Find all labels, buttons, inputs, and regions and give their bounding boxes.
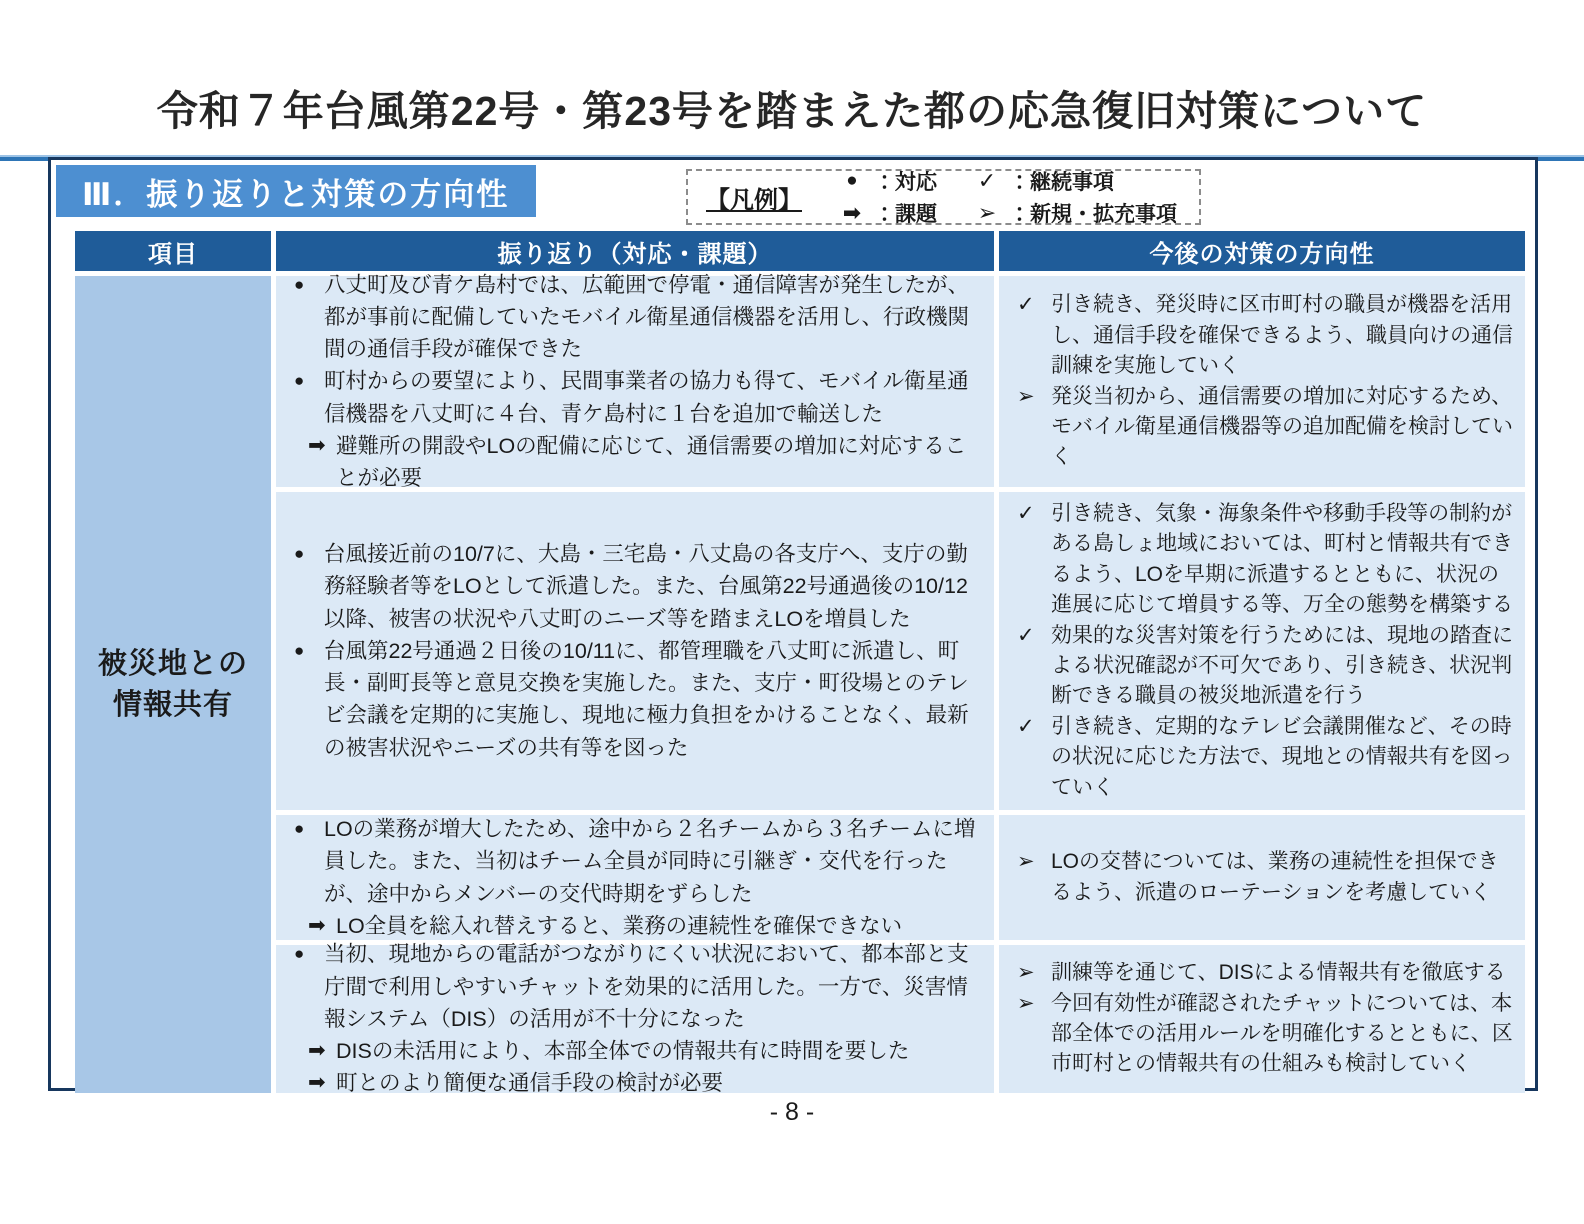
direction-cell-row2 (999, 492, 1525, 810)
arrowhead-icon: ➢ (1017, 961, 1035, 985)
issue-item (308, 430, 978, 495)
review-item (294, 269, 978, 366)
review-text: 当初、現地からの電話がつながりにくい状況において、都本部と支庁間で利用しやすいチャットを効果的に活用した。一方で、災害情報システム（DIS）の活用が不十分になった (324, 942, 969, 1031)
review-cell-row1 (276, 272, 994, 491)
arrowhead-icon: ➢ (977, 200, 997, 225)
legend-item-shinki (965, 198, 1177, 228)
review-cell-row4 (276, 942, 994, 1096)
col-header-review: 振り返り（対応・課題） (276, 231, 994, 271)
arrow-icon: ➡ (308, 433, 326, 457)
direction-text: 今回有効性が確認されたチャットについては、本部全体での活用ルールを明確化するとともに、区市町村との情報共有の仕組みも検討していく (1051, 991, 1513, 1076)
direction-text: 引き続き、気象・海象条件や移動手段等の制約がある島しょ地域においては、町村と情報共有できるよう、LOを早期に派遣するとともに、状況の進展に応じて増員する等、万全の態勢を構築する (1051, 501, 1513, 617)
bullet-icon: ● (294, 819, 305, 838)
legend-column-1 (830, 166, 937, 228)
issue-item (308, 1067, 978, 1099)
legend-item-keizoku (965, 166, 1177, 196)
legend-item-kadai (830, 198, 937, 228)
bullet-icon: ● (846, 170, 858, 191)
direction-text: 引き続き、発災時に区市町村の職員が機器を活用し、通信手段を確保できるよう、職員向けの通信訓練を実施していく (1051, 293, 1513, 378)
review-item (294, 635, 978, 764)
legend-label: ：新規・拡充事項 (1009, 203, 1177, 226)
section-heading: Ⅲ．振り返りと対策の方向性 (56, 165, 536, 217)
review-text: 台風接近前の10/7に、大島・三宅島・八丈島の各支庁へ、支庁の勤務経験者等をLOとして派遣した。また、台風第22号通過後の10/12以降、被害の状況や八丈町のニーズ等を踏まえLOを増員した (324, 542, 968, 631)
direction-text: 発災当初から、通信需要の増加に対応するため、モバイル衛星通信機器等の追加配備を検討していく (1051, 384, 1513, 469)
category-cell (75, 276, 271, 1093)
direction-cell-row4 (999, 945, 1525, 1093)
review-item (294, 365, 978, 430)
issue-text: DISの未活用により、本部全体での情報共有に時間を要した (336, 1039, 910, 1064)
check-icon: ✓ (1017, 293, 1035, 317)
bullet-icon: ● (294, 544, 305, 564)
legend-label: ：対応 (874, 171, 937, 194)
direction-cell-row1 (999, 276, 1525, 487)
review-table (75, 231, 1523, 1096)
direction-text: 引き続き、定期的なテレビ会議開催など、その時の状況に応じた方法で、現地との情報共有を図っていく (1051, 714, 1513, 799)
arrow-icon: ➡ (308, 1071, 326, 1095)
direction-text: LOの交替については、業務の連続性を担保できるよう、派遣のローテーションを考慮していく (1051, 850, 1499, 904)
check-icon: ✓ (1017, 501, 1035, 525)
direction-item (1017, 382, 1513, 473)
arrow-icon: ➡ (842, 200, 862, 225)
issue-text: 避難所の開設やLOの配備に応じて、通信需要の増加に対応することが必要 (336, 433, 967, 491)
legend-title: 【凡例】 (706, 186, 802, 214)
arrowhead-icon: ➢ (1017, 384, 1035, 408)
category-line2: 情報共有 (112, 688, 233, 721)
bullet-icon: ● (294, 274, 305, 294)
direction-text: 効果的な災害対策を行うためには、現地の踏査による状況確認が不可欠であり、引き続き、状況判断できる職員の被災地派遣を行う (1051, 623, 1513, 708)
bullet-icon: ● (294, 371, 305, 391)
direction-item (1017, 290, 1513, 381)
arrowhead-icon: ➢ (1017, 850, 1035, 874)
issue-item (308, 1035, 978, 1067)
arrow-icon: ➡ (308, 913, 326, 937)
category-line1: 被災地との (97, 647, 248, 680)
check-icon: ✓ (977, 168, 997, 193)
review-text: LOの業務が増大したため、途中から２名チームから３名チームに増員した。また、当初はチーム全員が同時に引継ぎ・交代を行ったが、途中からメンバーの交代時期をずらした (324, 817, 976, 906)
direction-item (1017, 499, 1513, 621)
direction-text: 訓練等を通じて、DISによる情報共有を徹底する (1051, 961, 1506, 985)
col-header-direction: 今後の対策の方向性 (999, 231, 1525, 271)
legend-item-taiou (830, 166, 937, 196)
arrowhead-icon: ➢ (1017, 991, 1035, 1015)
page-number: - 8 - (769, 1098, 815, 1126)
issue-item (308, 910, 978, 942)
issue-text: 町とのより簡便な通信手段の検討が必要 (336, 1071, 724, 1096)
direction-item (1017, 847, 1513, 908)
review-cell-row3 (276, 815, 994, 940)
page-title: 令和７年台風第22号・第23号を踏まえた都の応急復旧対策について (156, 88, 1428, 134)
review-item (294, 938, 978, 1035)
direction-item (1017, 958, 1513, 988)
review-text: 町村からの要望により、民間事業者の協力も得て、モバイル衛星通信機器を八丈町に４台、青ケ島村に１台を追加で輸送した (324, 369, 969, 426)
direction-item (1017, 989, 1513, 1080)
legend-label: ：課題 (874, 203, 937, 226)
content-box (48, 157, 1538, 1096)
bullet-icon: ● (294, 640, 305, 660)
direction-cell-row3 (999, 815, 1525, 940)
review-text: 八丈町及び青ケ島村では、広範囲で停電・通信障害が発生したが、都が事前に配備していたモバイル衛星通信機器を活用し、行政機関間の通信手段が確保できた (324, 272, 970, 362)
direction-item (1017, 621, 1513, 712)
issue-text: LO全員を総入れ替えすると、業務の連続性を確保できない (336, 913, 903, 938)
check-icon: ✓ (1017, 623, 1035, 647)
arrow-icon: ➡ (308, 1039, 326, 1063)
review-item (294, 538, 978, 635)
bullet-icon: ● (294, 944, 305, 964)
check-icon: ✓ (1017, 714, 1035, 738)
review-item (294, 813, 978, 910)
direction-item (1017, 712, 1513, 803)
review-cell-row2 (276, 492, 994, 810)
legend-box (686, 169, 1201, 225)
col-header-item: 項目 (75, 231, 271, 271)
legend-column-2 (965, 166, 1177, 228)
box-top-row (51, 160, 1535, 226)
legend-label: ：継続事項 (1009, 171, 1114, 194)
review-text: 台風第22号通過２日後の10/11に、都管理職を八丈町に派遣し、町長・副町長等と意見交換を実施した。また、支庁・町役場とのテレビ会議を定期的に実施し、現地に極力負担をかけることなく、最新の被害状況やニーズの共有等を図った (324, 638, 969, 760)
